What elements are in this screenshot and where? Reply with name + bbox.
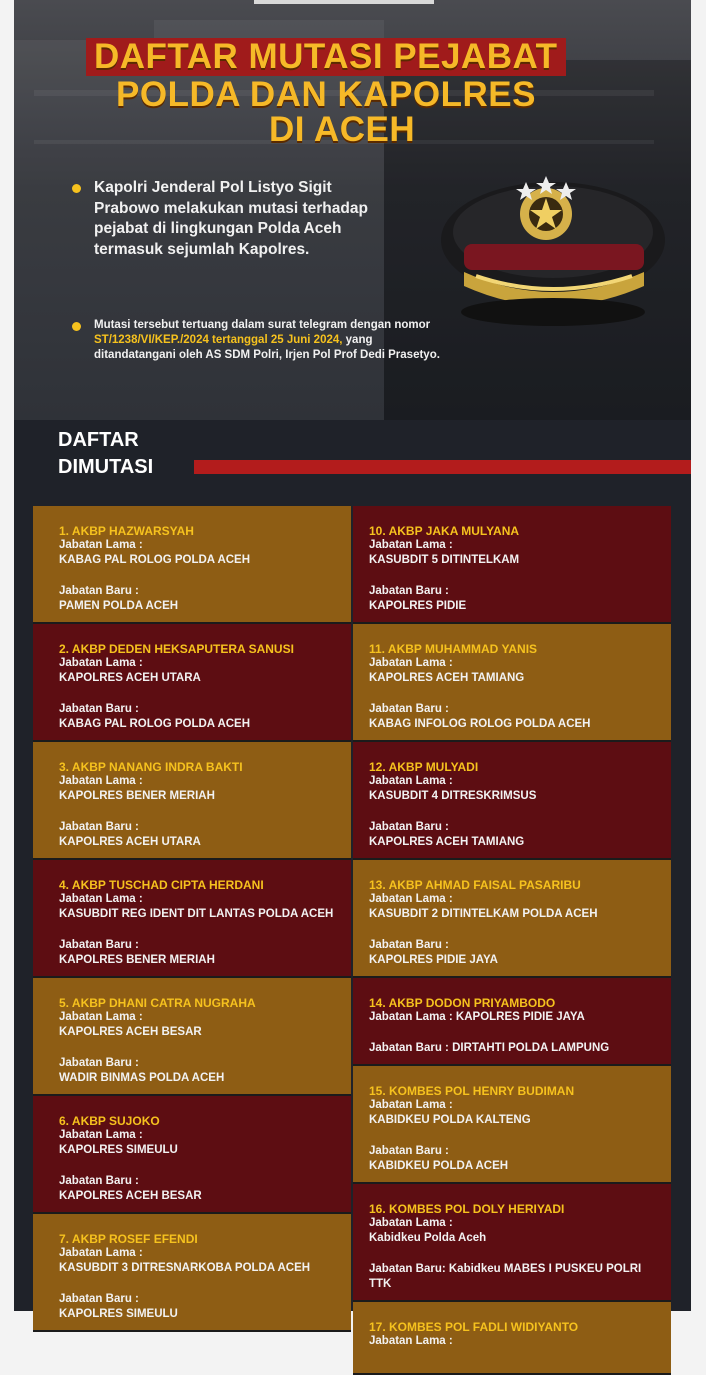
top-divider: [254, 0, 434, 4]
mutation-card: [33, 506, 351, 624]
new-position-label: Jabatan Baru :: [59, 1057, 139, 1069]
mutation-card: [33, 978, 351, 1096]
section-title-line-2: DIMUTASI: [58, 456, 154, 478]
spacer: [59, 1040, 339, 1056]
telegram-number: ST/1238/VI/KEP./2024 tertanggal 25 Juni 2024,: [94, 334, 343, 346]
section-title-line-1: DAFTAR: [58, 429, 139, 451]
old-position-value: Kabidkeu Polda Aceh: [369, 1232, 487, 1244]
mutation-card: [33, 1214, 351, 1332]
new-position-value: KABAG PAL ROLOG POLDA ACEH: [59, 718, 251, 730]
old-position-label: Jabatan Lama :: [59, 1011, 143, 1023]
new-position-label: Jabatan Baru : DIRTAHTI POLDA LAMPUNG: [369, 1042, 610, 1054]
officer-name: 14. AKBP DODON PRIYAMBODO: [369, 996, 556, 1010]
intro-text: yang ditandatangani oleh AS SDM Polri, Irjen Pol Prof Dedi Prasetyo.: [94, 334, 440, 361]
spacer: [59, 1276, 339, 1292]
new-position-label: Jabatan Baru :: [59, 585, 139, 597]
spacer: [369, 804, 659, 820]
section-title: [58, 427, 153, 481]
old-position-value: KASUBDIT 2 DITINTELKAM POLDA ACEH: [369, 908, 598, 920]
old-position-label: Jabatan Lama :: [369, 1335, 453, 1347]
old-position-value: KAPOLRES ACEH BESAR: [59, 1026, 202, 1038]
old-position-value: KAPOLRES ACEH UTARA: [59, 672, 201, 684]
new-position-value: WADIR BINMAS POLDA ACEH: [59, 1072, 225, 1084]
new-position-label: Jabatan Baru :: [59, 939, 139, 951]
mutation-card: [353, 506, 671, 624]
old-position-value: KASUBDIT 3 DITRESNARKOBA POLDA ACEH: [59, 1262, 311, 1274]
spacer: [369, 1025, 659, 1041]
officer-name: 11. AKBP MUHAMMAD YANIS: [369, 642, 538, 656]
mutation-card: [353, 978, 671, 1066]
title-line-2: POLDA DAN KAPOLRES: [116, 75, 536, 114]
officer-name: 15. KOMBES POL HENRY BUDIMAN: [369, 1084, 575, 1098]
old-position-label: Jabatan Lama :: [369, 657, 453, 669]
new-position-label: Jabatan Baru :: [369, 585, 449, 597]
old-position-value: KASUBDIT 5 DITINTELKAM: [369, 554, 520, 566]
mutation-card: [33, 624, 351, 742]
new-position-value: KABAG INFOLOG ROLOG POLDA ACEH: [369, 718, 591, 730]
bullet-dot: [72, 322, 81, 331]
new-position-label: Jabatan Baru :: [59, 1293, 139, 1305]
old-position-value: KAPOLRES ACEH TAMIANG: [369, 672, 525, 684]
spacer: [59, 686, 339, 702]
old-position-label: Jabatan Lama :: [59, 539, 143, 551]
old-position-label: Jabatan Lama : KAPOLRES PIDIE JAYA: [369, 1011, 585, 1023]
spacer: [369, 1128, 659, 1144]
spacer: [369, 686, 659, 702]
title-line-1: DAFTAR MUTASI PEJABAT: [86, 38, 566, 76]
old-position-label: Jabatan Lama :: [369, 1099, 453, 1111]
old-position-label: Jabatan Lama :: [369, 1217, 453, 1229]
infographic-poster: [14, 0, 691, 1347]
mutation-card: [353, 742, 671, 860]
officer-name: 4. AKBP TUSCHAD CIPTA HERDANI: [59, 878, 264, 892]
old-position-value: KASUBDIT 4 DITRESKRIMSUS: [369, 790, 537, 802]
officer-name: 17. KOMBES POL FADLI WIDIYANTO: [369, 1320, 579, 1334]
mutation-card: [33, 860, 351, 978]
new-position-label: Jabatan Baru: Kabidkeu MABES I PUSKEU POLRI TTK: [369, 1263, 642, 1290]
intro-paragraph-1: Kapolri Jenderal Pol Listyo Sigit Prabowo melakukan mutasi terhadap pejabat di lingkungan Polda Aceh termasuk sejumlah Kapolres.: [94, 179, 368, 258]
old-position-label: Jabatan Lama :: [369, 539, 453, 551]
mutation-column-left: [33, 506, 351, 1332]
officer-name: 1. AKBP HAZWARSYAH: [59, 524, 194, 538]
new-position-label: Jabatan Baru :: [59, 1175, 139, 1187]
spacer: [369, 922, 659, 938]
mutation-card: [353, 1066, 671, 1184]
police-cap-icon: [434, 162, 672, 332]
old-position-value: KAPOLRES SIMEULU: [59, 1144, 178, 1156]
old-position-value: KAPOLRES BENER MERIAH: [59, 790, 215, 802]
old-position-value: KASUBDIT REG IDENT DIT LANTAS POLDA ACEH: [59, 908, 334, 920]
officer-name: 10. AKBP JAKA MULYANA: [369, 524, 520, 538]
new-position-label: Jabatan Baru :: [369, 939, 449, 951]
new-position-value: KAPOLRES PIDIE JAYA: [369, 954, 498, 966]
new-position-value: KAPOLRES PIDIE: [369, 600, 467, 612]
old-position-label: Jabatan Lama :: [369, 893, 453, 905]
mutation-column-right: [353, 506, 671, 1375]
officer-name: 16. KOMBES POL DOLY HERIYADI: [369, 1202, 565, 1216]
old-position-value: KABAG PAL ROLOG POLDA ACEH: [59, 554, 251, 566]
officer-name: 3. AKBP NANANG INDRA BAKTI: [59, 760, 243, 774]
officer-name: 13. AKBP AHMAD FAISAL PASARIBU: [369, 878, 581, 892]
officer-name: 5. AKBP DHANI CATRA NUGRAHA: [59, 996, 256, 1010]
new-position-label: Jabatan Baru :: [369, 821, 449, 833]
mutation-card: [353, 1184, 671, 1302]
spacer: [59, 568, 339, 584]
officer-name: 2. AKBP DEDEN HEKSAPUTERA SANUSI: [59, 642, 294, 656]
mutation-card: [353, 624, 671, 742]
mutation-card: [353, 860, 671, 978]
mutation-card: [353, 1302, 671, 1375]
new-position-value: PAMEN POLDA ACEH: [59, 600, 179, 612]
intro-paragraph-2: [94, 318, 454, 363]
spacer: [59, 804, 339, 820]
mutation-card: [33, 1096, 351, 1214]
bullet-dot: [72, 184, 81, 193]
old-position-label: Jabatan Lama :: [59, 775, 143, 787]
old-position-label: Jabatan Lama :: [59, 893, 143, 905]
old-position-label: Jabatan Lama :: [59, 657, 143, 669]
new-position-value: KAPOLRES ACEH UTARA: [59, 836, 201, 848]
spacer: [59, 922, 339, 938]
old-position-label: Jabatan Lama :: [59, 1129, 143, 1141]
old-position-label: Jabatan Lama :: [59, 1247, 143, 1259]
new-position-value: KAPOLRES SIMEULU: [59, 1308, 178, 1320]
new-position-value: KAPOLRES ACEH BESAR: [59, 1190, 202, 1202]
officer-name: 7. AKBP ROSEF EFENDI: [59, 1232, 198, 1246]
title-line-3: DI ACEH: [269, 110, 416, 149]
new-position-value: KAPOLRES ACEH TAMIANG: [369, 836, 525, 848]
new-position-label: Jabatan Baru :: [369, 703, 449, 715]
new-position-value: KABIDKEU POLDA ACEH: [369, 1160, 509, 1172]
officer-name: 12. AKBP MULYADI: [369, 760, 479, 774]
new-position-value: KAPOLRES BENER MERIAH: [59, 954, 215, 966]
section-divider-bar: [194, 460, 691, 474]
mutation-card: [33, 742, 351, 860]
officer-name: 6. AKBP SUJOKO: [59, 1114, 160, 1128]
new-position-label: Jabatan Baru :: [59, 703, 139, 715]
spacer: [369, 1246, 659, 1262]
spacer: [59, 1158, 339, 1174]
new-position-label: Jabatan Baru :: [59, 821, 139, 833]
old-position-value: KABIDKEU POLDA KALTENG: [369, 1114, 531, 1126]
old-position-label: Jabatan Lama :: [369, 775, 453, 787]
spacer: [369, 568, 659, 584]
spacer: [369, 1349, 659, 1365]
intro-text: Mutasi tersebut tertuang dalam surat telegram dengan nomor: [94, 319, 431, 331]
new-position-label: Jabatan Baru :: [369, 1145, 449, 1157]
